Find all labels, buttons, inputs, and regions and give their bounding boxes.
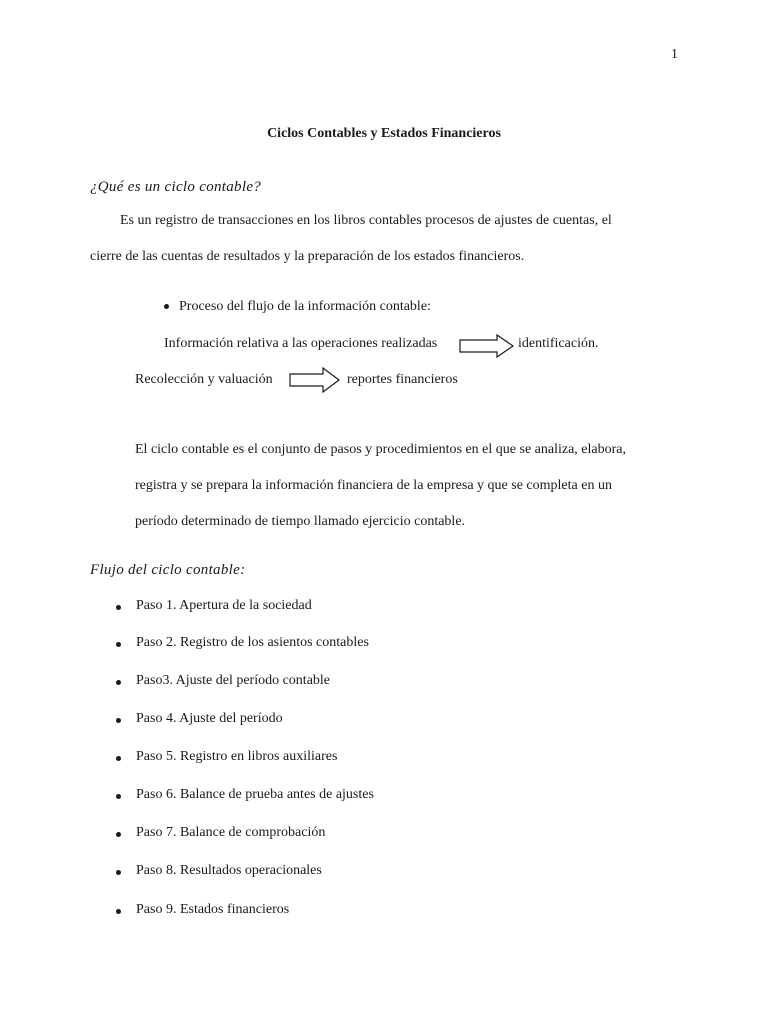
bullet-icon (116, 909, 121, 914)
section-heading-que-es: ¿Qué es un ciclo contable? (90, 179, 262, 195)
step-text: Paso 6. Balance de prueba antes de ajustes (136, 787, 374, 802)
paragraph-line-1: Es un registro de transacciones en los libros contables procesos de ajustes de cuentas, el (120, 213, 612, 228)
bullet-icon (116, 832, 121, 837)
ciclo-paragraph-line-3: período determinado de tiempo llamado ejercicio contable. (135, 514, 466, 529)
flow-row2-right: reportes financieros (347, 372, 458, 387)
step-text: Paso 5. Registro en libros auxiliares (136, 749, 338, 764)
bullet-icon (116, 605, 121, 610)
bullet-icon (164, 304, 169, 309)
flow-row1-left: Información relativa a las operaciones realizadas (164, 336, 438, 351)
ciclo-paragraph-line-2: registra y se prepara la información financiera de la empresa y que se completa en un (135, 478, 612, 493)
step-text: Paso 2. Registro de los asientos contables (136, 635, 369, 650)
bullet-icon (116, 870, 121, 875)
step-text: Paso 4. Ajuste del período (136, 711, 283, 726)
bullet-icon (116, 718, 121, 723)
step-text: Paso 1. Apertura de la sociedad (136, 598, 312, 613)
step-text: Paso 9. Estados financieros (136, 902, 290, 917)
step-text: Paso 7. Balance de comprobación (136, 825, 326, 840)
step-text: Paso3. Ajuste del período contable (136, 673, 331, 688)
bullet-icon (116, 642, 121, 647)
flow-bullet-label: Proceso del flujo de la información contable: (179, 299, 431, 314)
bullet-icon (116, 756, 121, 761)
bullet-icon (116, 680, 121, 685)
flow-row1-right: identificación. (518, 336, 599, 351)
ciclo-paragraph-line-1: El ciclo contable es el conjunto de pasos y procedimientos en el que se analiza, elabora, (135, 442, 626, 457)
right-arrow-icon (459, 334, 515, 358)
flow-row2-left: Recolección y valuación (135, 372, 273, 387)
document-title: Ciclos Contables y Estados Financieros (267, 126, 501, 141)
paragraph-line-2: cierre de las cuentas de resultados y la preparación de los estados financieros. (90, 249, 525, 264)
page-number: 1 (671, 47, 678, 62)
bullet-icon (116, 794, 121, 799)
right-arrow-icon (289, 367, 341, 393)
section-heading-flujo: Flujo del ciclo contable: (90, 562, 246, 578)
step-text: Paso 8. Resultados operacionales (136, 863, 322, 878)
